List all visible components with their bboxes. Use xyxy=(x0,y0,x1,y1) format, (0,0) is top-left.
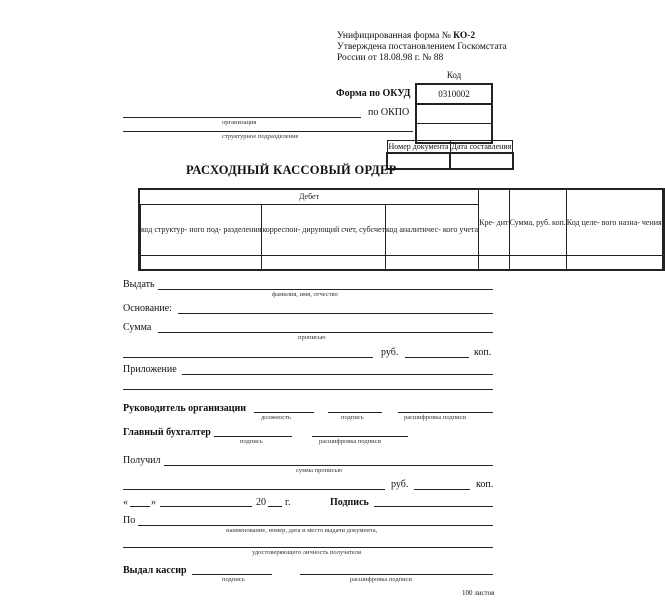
doc-date-value[interactable] xyxy=(450,153,513,169)
approval-date-line: России от 18.08.98 г. № 88 xyxy=(337,53,444,63)
ledger-table xyxy=(138,188,665,271)
cashier-label: Выдал кассир xyxy=(123,565,187,576)
kop-value-line[interactable] xyxy=(405,357,469,358)
rub-label: руб. xyxy=(381,347,399,358)
kop-label: коп. xyxy=(474,347,492,358)
by-line[interactable] xyxy=(138,525,493,526)
director-position-line[interactable] xyxy=(254,412,314,413)
date-quote-open: « xyxy=(123,497,128,508)
director-decode-line[interactable] xyxy=(398,412,493,413)
cashier-signature-line[interactable] xyxy=(192,574,272,575)
subdivision-line[interactable] xyxy=(123,131,413,132)
director-signature-line[interactable] xyxy=(328,412,382,413)
issue-caption: фамилия, имя, отчество xyxy=(272,291,338,298)
director-decode-caption: расшифровка подписи xyxy=(404,414,467,421)
attachment-line-2[interactable] xyxy=(123,389,493,390)
by-caption: наименование, номер, дата и место выдачи документа, xyxy=(226,527,378,534)
entry-cell[interactable] xyxy=(662,256,664,271)
date-quote-close: » xyxy=(151,497,156,508)
received-words-line[interactable] xyxy=(123,489,385,490)
accountant-signature-caption: подпись xyxy=(240,438,263,445)
basis-line[interactable] xyxy=(178,313,493,314)
id-document-line[interactable] xyxy=(123,547,493,548)
organization-line[interactable] xyxy=(123,117,361,118)
purpose-header: Код целе- вого назна- чения xyxy=(566,189,662,256)
form-id-prefix: Унифицированная форма № xyxy=(337,31,454,41)
organization-caption: организация xyxy=(222,119,257,126)
accountant-label: Главный бухгалтер xyxy=(123,427,211,438)
codes-table xyxy=(415,67,493,144)
credit-header: Кре- дит xyxy=(479,189,509,256)
director-label: Руководитель организации xyxy=(123,403,247,414)
form-id-line xyxy=(337,31,475,42)
director-position-caption: должность xyxy=(261,414,291,421)
codes-head: Код xyxy=(416,67,492,84)
cashier-decode-caption: расшифровка подписи xyxy=(350,576,413,583)
amount-caption: прописью xyxy=(298,334,326,341)
blank-header xyxy=(662,189,664,256)
director-signature-caption: подпись xyxy=(341,414,364,421)
accountant-decode-line[interactable] xyxy=(312,436,408,437)
amount-words-line[interactable] xyxy=(123,357,373,358)
analytic-code-header: код аналитичес- кого учета xyxy=(386,205,479,256)
doc-number-date-table xyxy=(386,140,514,170)
okpo-value[interactable] xyxy=(416,104,492,124)
received-kop-line[interactable] xyxy=(414,489,470,490)
date-year-line[interactable] xyxy=(268,506,282,507)
issue-line[interactable] xyxy=(158,289,493,290)
attachment-line[interactable] xyxy=(182,374,493,375)
account-header: корреспон- дирующий счет, субсчет xyxy=(262,205,386,256)
amount-line[interactable] xyxy=(158,332,493,333)
amount-label: Сумма xyxy=(123,322,152,333)
accountant-decode-caption: расшифровка подписи xyxy=(319,438,382,445)
sheet-count: 100 листов xyxy=(462,589,495,597)
okud-value: 0310002 xyxy=(416,84,492,104)
received-rub-label: руб. xyxy=(391,479,409,490)
cashier-signature-caption: подпись xyxy=(222,576,245,583)
entry-cell[interactable] xyxy=(141,256,262,271)
form-code: КО-2 xyxy=(453,31,476,41)
received-line[interactable] xyxy=(164,465,493,466)
entry-cell[interactable] xyxy=(262,256,386,271)
date-year-prefix: 20 xyxy=(256,497,266,508)
date-year-g: г. xyxy=(285,497,291,508)
received-caption: сумма прописью xyxy=(296,467,343,474)
issue-label: Выдать xyxy=(123,279,155,290)
okpo-label: по ОКПО xyxy=(368,107,410,118)
entry-cell[interactable] xyxy=(479,256,509,271)
document-title: РАСХОДНЫЙ КАССОВЫЙ ОРДЕР xyxy=(186,163,397,177)
entry-cell[interactable] xyxy=(386,256,479,271)
received-kop-label: коп. xyxy=(476,479,494,490)
accountant-signature-line[interactable] xyxy=(214,436,292,437)
date-day-line[interactable] xyxy=(130,506,150,507)
date-month-line[interactable] xyxy=(160,506,252,507)
recipient-signature-line[interactable] xyxy=(374,506,493,507)
approval-line: Утверждена постановлением Госкомстата xyxy=(337,42,507,52)
entry-cell[interactable] xyxy=(509,256,566,271)
debit-header: Дебет xyxy=(139,189,479,205)
entry-cell[interactable] xyxy=(566,256,662,271)
doc-date-label: Дата составления xyxy=(451,142,512,151)
ledger-entry-row xyxy=(139,256,664,271)
attachment-label: Приложение xyxy=(123,364,177,375)
cashier-decode-line[interactable] xyxy=(300,574,493,575)
signature-label: Подпись xyxy=(330,497,369,508)
basis-label: Основание: xyxy=(123,303,172,314)
subdivision-caption: структурное подразделение xyxy=(222,133,299,140)
received-label: Получил xyxy=(123,455,161,466)
doc-number-label: Номер документа xyxy=(388,142,449,151)
sum-header: Сумма, руб. коп. xyxy=(509,189,566,256)
subdivision-code-header: код структур- ного под- разделения xyxy=(141,205,262,256)
id-caption: удостоверяющего личность получателя xyxy=(252,549,362,556)
okud-label: Форма по ОКУД xyxy=(336,88,411,99)
by-label: По xyxy=(123,515,136,526)
